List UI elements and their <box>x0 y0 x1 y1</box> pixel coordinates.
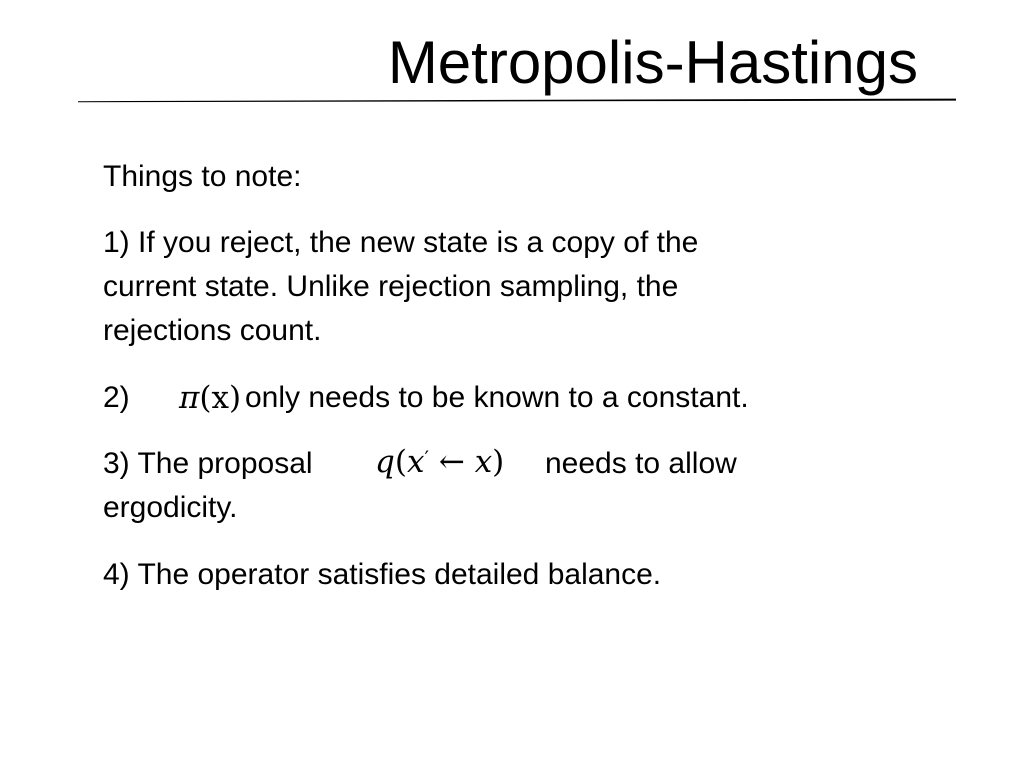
q-symbol: q <box>375 444 395 480</box>
intro-text <box>103 155 301 199</box>
x-symbol: x <box>474 444 493 480</box>
title-underline <box>78 98 956 103</box>
note-2-text: only needs to be known to a constant. <box>245 381 749 414</box>
open-paren: ( <box>394 444 407 480</box>
note-1-line-3: rejections count. <box>103 314 322 347</box>
note-1-line-2: current state. Unlike rejection sampling, the <box>103 270 679 303</box>
note-2-number: 2) <box>103 381 130 414</box>
page-title: Metropolis-Hastings <box>387 29 918 96</box>
note-2 <box>103 376 983 420</box>
note-3-line-2: ergodicity. <box>103 491 238 524</box>
note-3-suffix: needs to allow <box>545 447 737 480</box>
note-3-prefix: 3) The proposal <box>103 447 313 480</box>
close-paren: ) <box>492 444 505 480</box>
intro-line: Things to note: <box>103 160 302 193</box>
pi-symbol: π <box>179 380 200 416</box>
note-1 <box>103 221 698 353</box>
prime-mark: ′ <box>424 446 429 470</box>
pi-of-x-formula <box>179 376 241 420</box>
note-3 <box>103 442 983 530</box>
note-1-line-1: 1) If you reject, the new state is a copy of the <box>103 226 699 259</box>
proposal-formula <box>375 440 504 484</box>
note-4 <box>103 553 661 597</box>
note-4-line: 4) The operator satisfies detailed balance. <box>103 558 662 591</box>
left-arrow-icon: ← <box>429 444 475 480</box>
x-prime-base: x <box>406 444 425 480</box>
pi-argument: (x) <box>199 380 242 416</box>
